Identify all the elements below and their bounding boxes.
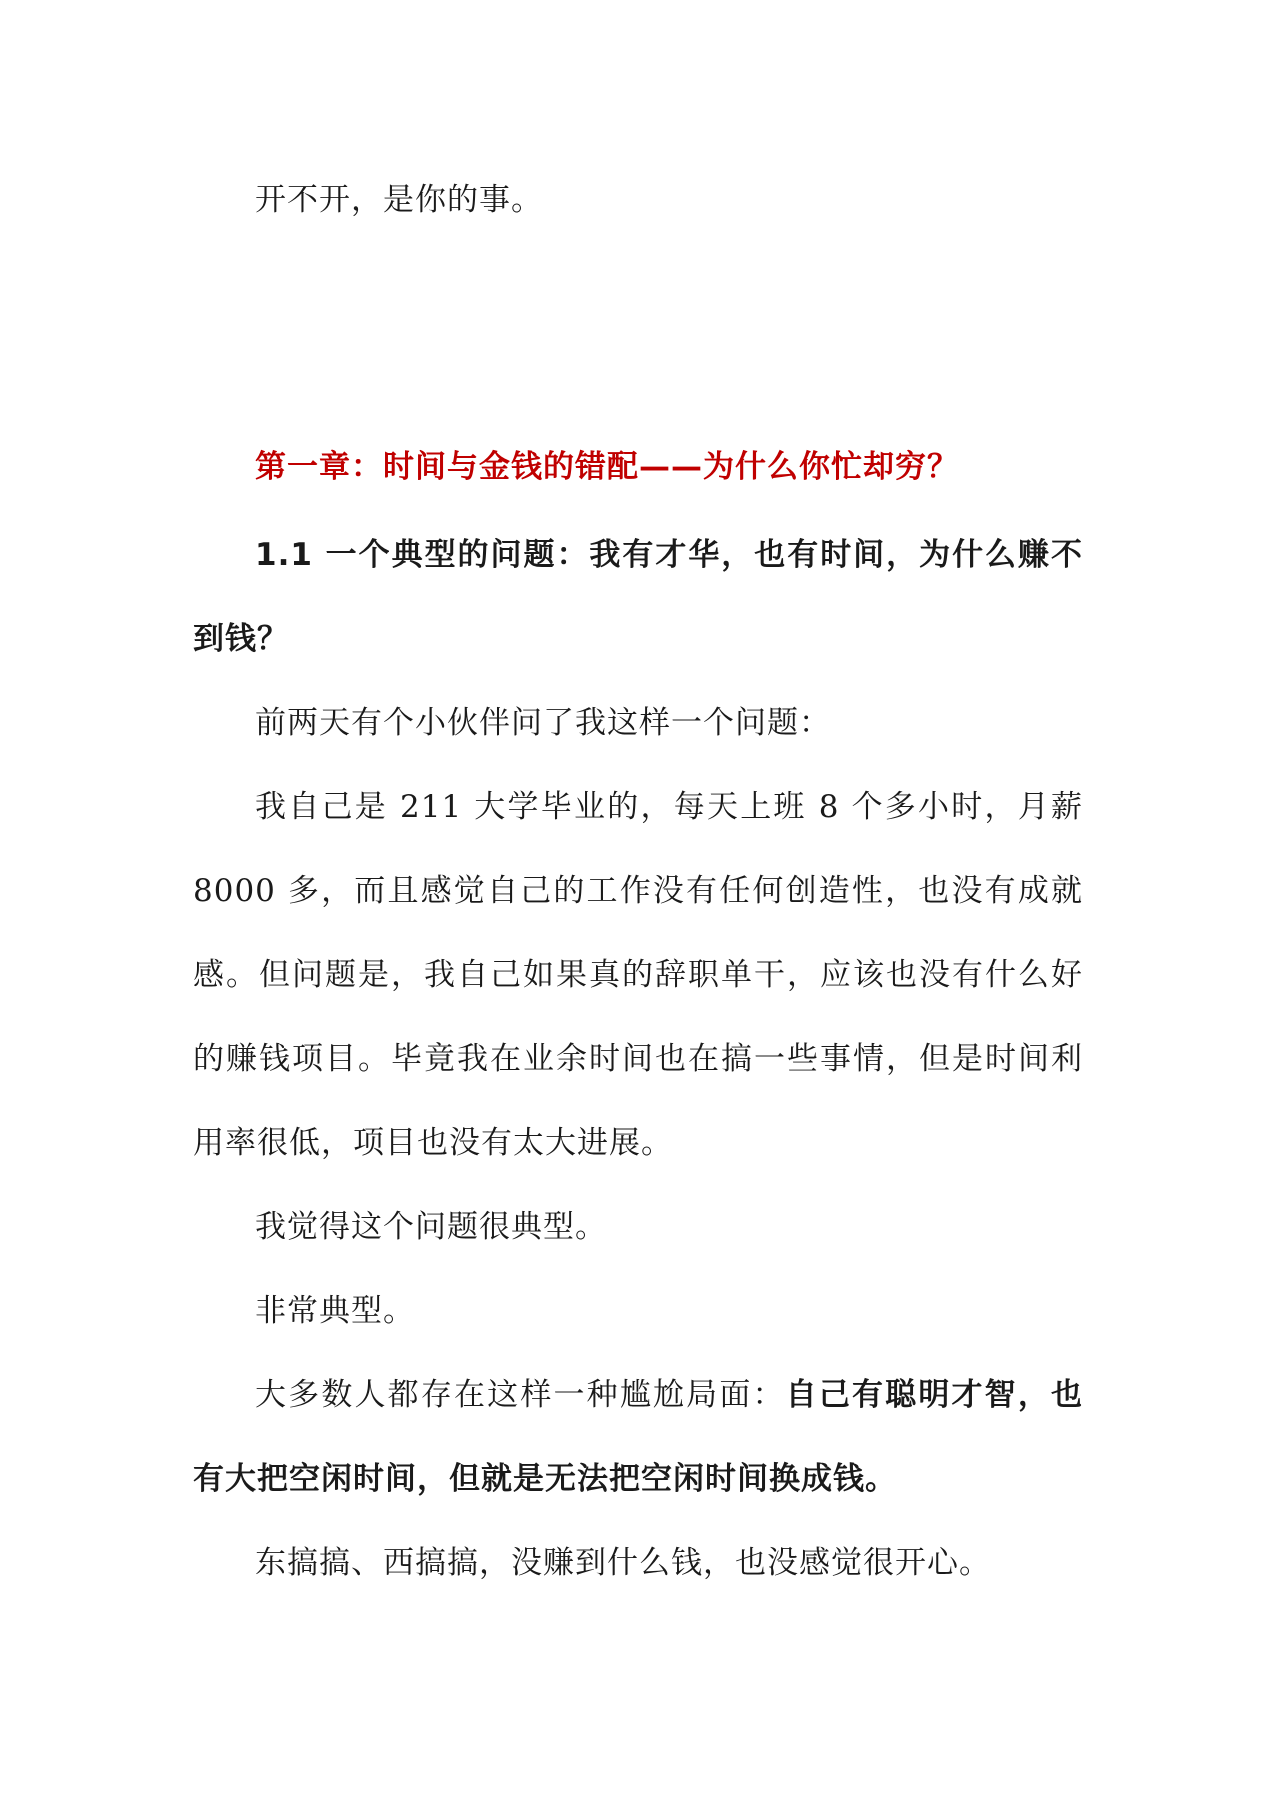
dilemma-emphasis: 自己有聪明才智，也有大把空闲时间，但就是无法把空闲时间换成钱。 [193,1377,1084,1497]
chapter-title: 第一章：时间与金钱的错配——为什么你忙却穷？ [255,449,959,485]
paragraph-question-intro: 前两天有个小伙伴问了我这样一个问题： [255,705,831,741]
paragraph-question-detail: 我自己是 211 大学毕业的，每天上班 8 个多小时，月薪 8000 多，而且感觉自己的工作没有任何创造性，也没有成就感。但问题是，我自己如果真的辞职单干，应该也没有什么好的赚钱项目。毕竟我在业余时间也在搞一些事情，但是时间利用率很低，项目也没有太大进展。 [193,789,1083,1161]
paragraph-open-or-not: 开不开，是你的事。 [255,182,543,218]
paragraph-dabbling: 东搞搞、西搞搞，没赚到什么钱，也没感觉很开心。 [255,1545,991,1581]
section-heading: 1.1 一个典型的问题：我有才华，也有时间，为什么赚不到钱？ [193,537,1083,657]
paragraph-very-typical: 非常典型。 [255,1293,415,1329]
top-block [193,158,1083,242]
dilemma-text: 大多数人都存在这样一种尴尬局面： [255,1377,786,1413]
paragraph-dilemma [193,1353,1083,1521]
section-body [193,513,1083,1605]
paragraph-typical: 我觉得这个问题很典型。 [255,1209,607,1245]
